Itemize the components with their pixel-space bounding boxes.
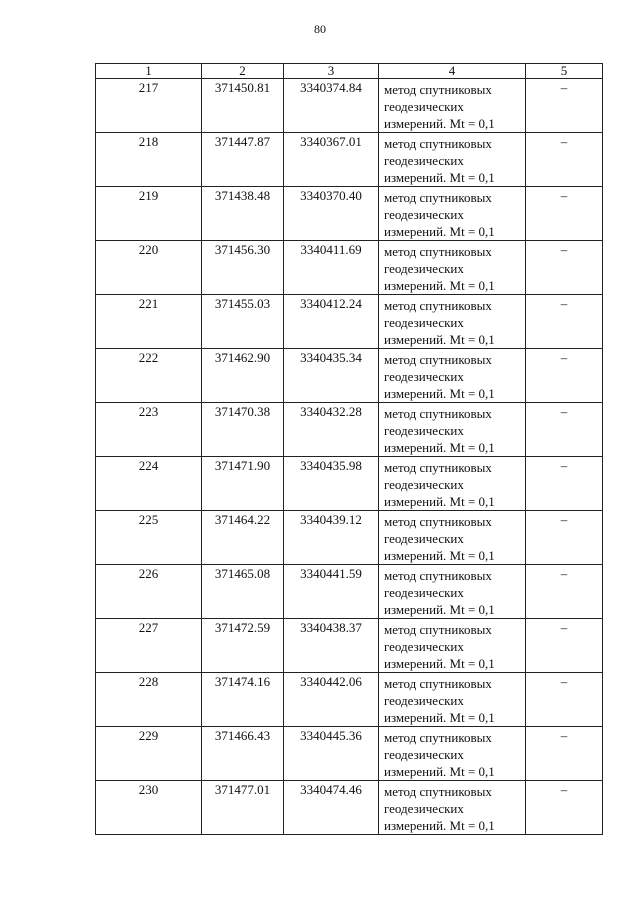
table-row: [96, 403, 603, 457]
method-line: метод спутниковых: [384, 730, 492, 745]
table-row: [96, 241, 603, 295]
method-cell: [379, 403, 526, 457]
note-cell: –: [526, 79, 603, 133]
note-cell: –: [526, 565, 603, 619]
method-line: измерений. Mt = 0,1: [384, 224, 495, 239]
method-line: метод спутниковых: [384, 676, 492, 691]
method-line: измерений. Mt = 0,1: [384, 116, 495, 131]
method-line: метод спутниковых: [384, 352, 492, 367]
method-cell: [379, 79, 526, 133]
header-row: [96, 64, 603, 79]
method-line: геодезических: [384, 477, 464, 492]
table-row: [96, 457, 603, 511]
point-number-cell: 228: [96, 673, 202, 727]
y-coordinate-cell: 3340439.12: [284, 511, 379, 565]
method-line: геодезических: [384, 747, 464, 762]
table-row: [96, 781, 603, 835]
method-cell: [379, 673, 526, 727]
note-cell: –: [526, 457, 603, 511]
table-header: [96, 64, 603, 79]
method-line: метод спутниковых: [384, 568, 492, 583]
x-coordinate-cell: 371450.81: [202, 79, 284, 133]
method-line: измерений. Mt = 0,1: [384, 494, 495, 509]
column-header-4: 4: [379, 64, 526, 79]
method-line: геодезических: [384, 423, 464, 438]
y-coordinate-cell: 3340374.84: [284, 79, 379, 133]
x-coordinate-cell: 371466.43: [202, 727, 284, 781]
method-line: геодезических: [384, 207, 464, 222]
column-header-3: 3: [284, 64, 379, 79]
method-line: метод спутниковых: [384, 406, 492, 421]
point-number-cell: 220: [96, 241, 202, 295]
method-cell: [379, 241, 526, 295]
method-line: геодезических: [384, 585, 464, 600]
table-row: [96, 79, 603, 133]
point-number-cell: 219: [96, 187, 202, 241]
method-line: геодезических: [384, 99, 464, 114]
method-line: измерений. Mt = 0,1: [384, 170, 495, 185]
point-number-cell: 225: [96, 511, 202, 565]
method-line: метод спутниковых: [384, 298, 492, 313]
method-line: измерений. Mt = 0,1: [384, 548, 495, 563]
y-coordinate-cell: 3340435.98: [284, 457, 379, 511]
note-cell: –: [526, 403, 603, 457]
method-line: геодезических: [384, 261, 464, 276]
method-line: метод спутниковых: [384, 244, 492, 259]
y-coordinate-cell: 3340441.59: [284, 565, 379, 619]
method-line: метод спутниковых: [384, 82, 492, 97]
method-line: геодезических: [384, 639, 464, 654]
note-cell: –: [526, 295, 603, 349]
point-number-cell: 226: [96, 565, 202, 619]
method-line: метод спутниковых: [384, 784, 492, 799]
page-number: 80: [314, 22, 326, 36]
note-cell: –: [526, 727, 603, 781]
column-header-5: 5: [526, 64, 603, 79]
method-line: измерений. Mt = 0,1: [384, 332, 495, 347]
y-coordinate-cell: 3340412.24: [284, 295, 379, 349]
point-number-cell: 223: [96, 403, 202, 457]
method-line: измерений. Mt = 0,1: [384, 764, 495, 779]
point-number-cell: 217: [96, 79, 202, 133]
table-row: [96, 187, 603, 241]
method-cell: [379, 619, 526, 673]
table-row: [96, 673, 603, 727]
table-row: [96, 511, 603, 565]
method-line: измерений. Mt = 0,1: [384, 440, 495, 455]
column-header-1: 1: [96, 64, 202, 79]
x-coordinate-cell: 371474.16: [202, 673, 284, 727]
note-cell: –: [526, 133, 603, 187]
method-line: геодезических: [384, 369, 464, 384]
x-coordinate-cell: 371455.03: [202, 295, 284, 349]
method-line: измерений. Mt = 0,1: [384, 278, 495, 293]
y-coordinate-cell: 3340435.34: [284, 349, 379, 403]
table-row: [96, 619, 603, 673]
x-coordinate-cell: 371456.30: [202, 241, 284, 295]
method-line: метод спутниковых: [384, 514, 492, 529]
note-cell: –: [526, 187, 603, 241]
table-row: [96, 565, 603, 619]
coordinates-table: [95, 63, 603, 835]
point-number-cell: 227: [96, 619, 202, 673]
method-line: геодезических: [384, 693, 464, 708]
point-number-cell: 221: [96, 295, 202, 349]
note-cell: –: [526, 241, 603, 295]
x-coordinate-cell: 371470.38: [202, 403, 284, 457]
x-coordinate-cell: 371472.59: [202, 619, 284, 673]
method-line: измерений. Mt = 0,1: [384, 602, 495, 617]
table-row: [96, 133, 603, 187]
method-cell: [379, 781, 526, 835]
y-coordinate-cell: 3340367.01: [284, 133, 379, 187]
note-cell: –: [526, 619, 603, 673]
method-cell: [379, 349, 526, 403]
x-coordinate-cell: 371464.22: [202, 511, 284, 565]
method-line: метод спутниковых: [384, 136, 492, 151]
method-line: измерений. Mt = 0,1: [384, 656, 495, 671]
y-coordinate-cell: 3340411.69: [284, 241, 379, 295]
method-line: измерений. Mt = 0,1: [384, 818, 495, 833]
table-body: [96, 79, 603, 835]
point-number-cell: 230: [96, 781, 202, 835]
column-header-2: 2: [202, 64, 284, 79]
y-coordinate-cell: 3340432.28: [284, 403, 379, 457]
method-cell: [379, 511, 526, 565]
method-cell: [379, 457, 526, 511]
note-cell: –: [526, 781, 603, 835]
method-line: метод спутниковых: [384, 190, 492, 205]
y-coordinate-cell: 3340370.40: [284, 187, 379, 241]
method-line: геодезических: [384, 531, 464, 546]
method-line: измерений. Mt = 0,1: [384, 710, 495, 725]
x-coordinate-cell: 371465.08: [202, 565, 284, 619]
y-coordinate-cell: 3340438.37: [284, 619, 379, 673]
table-row: [96, 349, 603, 403]
method-line: метод спутниковых: [384, 622, 492, 637]
x-coordinate-cell: 371477.01: [202, 781, 284, 835]
method-line: геодезических: [384, 801, 464, 816]
point-number-cell: 229: [96, 727, 202, 781]
method-cell: [379, 187, 526, 241]
point-number-cell: 222: [96, 349, 202, 403]
method-line: геодезических: [384, 315, 464, 330]
y-coordinate-cell: 3340442.06: [284, 673, 379, 727]
y-coordinate-cell: 3340445.36: [284, 727, 379, 781]
method-line: метод спутниковых: [384, 460, 492, 475]
method-cell: [379, 727, 526, 781]
y-coordinate-cell: 3340474.46: [284, 781, 379, 835]
x-coordinate-cell: 371438.48: [202, 187, 284, 241]
point-number-cell: 224: [96, 457, 202, 511]
method-cell: [379, 565, 526, 619]
x-coordinate-cell: 371462.90: [202, 349, 284, 403]
note-cell: –: [526, 673, 603, 727]
method-cell: [379, 133, 526, 187]
x-coordinate-cell: 371471.90: [202, 457, 284, 511]
method-cell: [379, 295, 526, 349]
method-line: геодезических: [384, 153, 464, 168]
method-line: измерений. Mt = 0,1: [384, 386, 495, 401]
note-cell: –: [526, 349, 603, 403]
x-coordinate-cell: 371447.87: [202, 133, 284, 187]
note-cell: –: [526, 511, 603, 565]
table-row: [96, 295, 603, 349]
table-row: [96, 727, 603, 781]
point-number-cell: 218: [96, 133, 202, 187]
